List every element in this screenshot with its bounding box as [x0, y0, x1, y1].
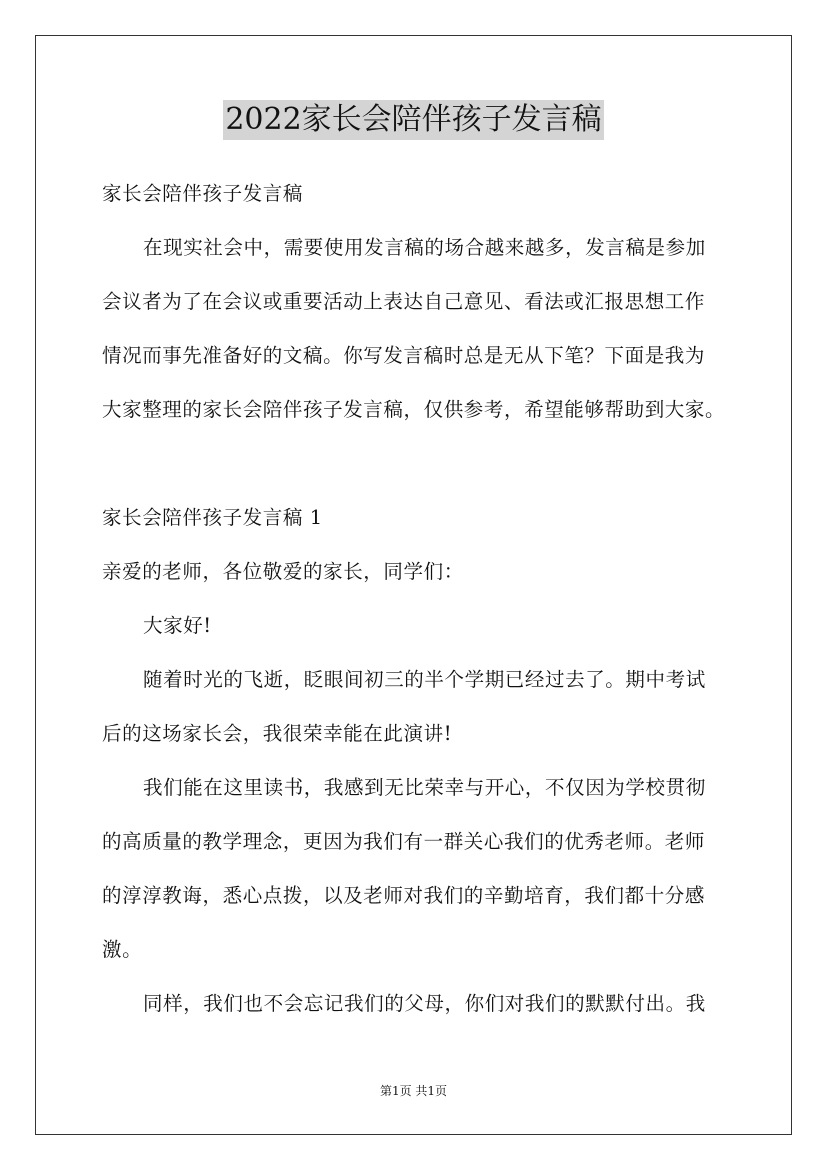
paragraph2-line-2: 的高质量的教学理念，更因为我们有一群关心我们的优秀老师。老师	[102, 830, 706, 853]
intro-line-2: 会议者为了在会议或重要活动上表达自己意见、看法或汇报思想工作	[102, 290, 706, 313]
paragraph1-line-2: 后的这场家长会，我很荣幸能在此演讲!	[102, 722, 453, 745]
paragraph2-line-3: 的淳淳教诲，悉心点拨，以及老师对我们的辛勤培育，我们都十分感	[102, 884, 706, 907]
greeting: 大家好!	[143, 614, 212, 637]
page-footer: 第1页 共1页	[379, 1084, 448, 1098]
paragraph3-line-1: 同样，我们也不会忘记我们的父母，你们对我们的默默付出。我	[143, 992, 706, 1015]
paragraph2-line-1: 我们能在这里读书，我感到无比荣幸与开心，不仅因为学校贯彻	[143, 776, 706, 799]
intro-line-1: 在现实社会中，需要使用发言稿的场合越来越多，发言稿是参加	[143, 236, 706, 259]
section-heading: 家长会陪伴孩子发言稿 1	[102, 506, 323, 529]
title-container	[0, 100, 827, 140]
salutation: 亲爱的老师，各位敬爱的家长，同学们：	[102, 560, 464, 583]
paragraph1-line-1: 随着时光的飞逝，眨眼间初三的半个学期已经过去了。期中考试	[143, 668, 706, 691]
document-subtitle: 家长会陪伴孩子发言稿	[102, 182, 304, 205]
document-title: 2022家长会陪伴孩子发言稿	[223, 100, 603, 140]
paragraph2-line-4: 激。	[102, 938, 143, 961]
intro-line-3: 情况而事先准备好的文稿。你写发言稿时总是无从下笔？下面是我为	[102, 344, 706, 367]
intro-line-4: 大家整理的家长会陪伴孩子发言稿，仅供参考，希望能够帮助到大家。	[102, 398, 726, 421]
